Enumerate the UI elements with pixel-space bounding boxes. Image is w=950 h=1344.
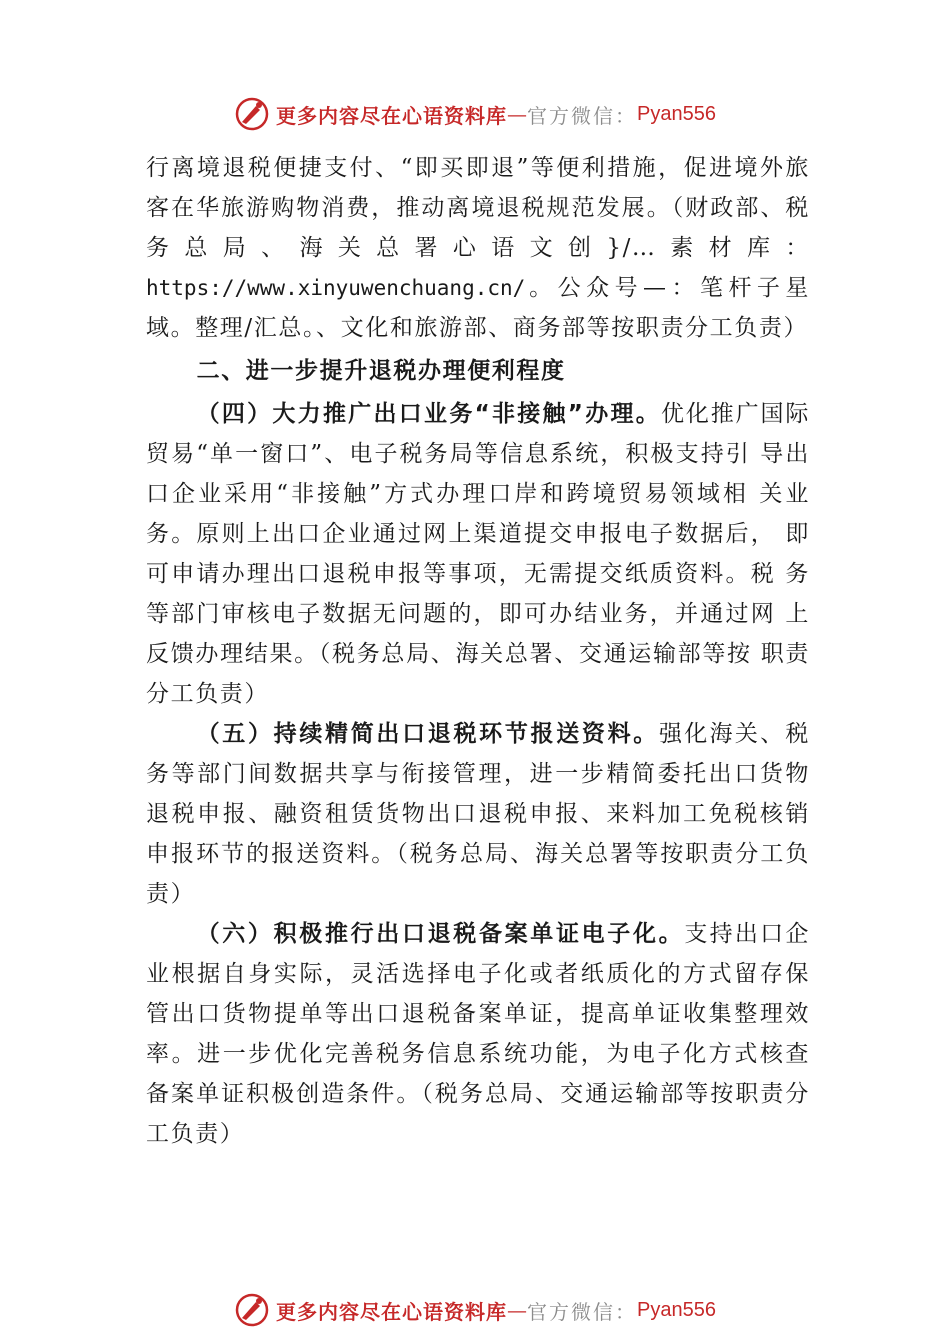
intro-text-a: 行离境退税便捷支付、“即买即退”等便利措施，促进境外旅客在华旅游购物消费，推动离境退税规范发展。（财政部、税务总局、海关总署心语文创}/…素材库：	[146, 155, 810, 261]
header-watermark-banner	[0, 92, 950, 136]
header-label: 官方微信：	[527, 103, 638, 128]
footer-label: 官方微信：	[527, 1299, 638, 1324]
header-dash: —	[507, 102, 528, 126]
item-title-5: （五）持续精简出口退税环节报送资料。	[196, 721, 659, 747]
footer-brand-text: 更多内容尽在心语资料库	[276, 1299, 508, 1324]
footer-watermark-banner	[0, 1288, 950, 1332]
intro-paragraph	[146, 148, 810, 348]
footer-wechat-id: Pyan556	[637, 1298, 716, 1321]
item-paragraph-5	[146, 714, 810, 914]
brand-logo-icon	[234, 1292, 270, 1328]
item-body-4: 优化推广国际贸易“单一窗口”、电子税务局等信息系统，积极支持引 导出口企业采用“非接触”方式办理口岸和跨境贸易领域相 关业务。原则上出口企业通过网上渠道提交申报电子数据后， 即可申请办理出口退税申报等事项，无需提交纸质资料。税 务等部门审核电子数据无问题的，即可办结业务，并通过网 上反馈办理结果。（税务总局、海关总署、交通运输部等按 职责分工负责）	[146, 401, 810, 707]
intro-text-b: 。公众号—：笔杆子星域。整理/汇总。、文化和旅游部、商务部等按职责分工负责）	[146, 275, 810, 341]
item-body-6: 支持出口企业根据自身实际，灵活选择电子化或者纸质化的方式留存保管出口货物提单等出口退税备案单证，提高单证收集整理效率。进一步优化完善税务信息系统功能，为电子化方式核查备案单证积极创造条件。（税务总局、交通运输部等按职责分工负责）	[146, 921, 811, 1147]
header-brand-text: 更多内容尽在心语资料库	[276, 103, 508, 128]
footer-dash: —	[507, 1298, 528, 1322]
document-body	[146, 148, 810, 1154]
item-body-5: 强化海关、税务等部门间数据共享与衔接管理，进一步精简委托出口货物退税申报、融资租赁货物出口退税申报、来料加工免税核销申报环节的报送资料。（税务总局、海关总署等按职责分工负责）	[146, 721, 811, 907]
brand-logo-icon	[234, 96, 270, 132]
intro-url: https://www.xinyuwenchuang.cn/	[146, 276, 526, 300]
item-title-4: （四）大力推广出口业务“非接触”办理。	[196, 401, 662, 427]
item-paragraph-6	[146, 914, 810, 1154]
header-wechat-id: Pyan556	[637, 102, 716, 125]
section-heading: 二、进一步提升退税办理便利程度	[196, 358, 566, 384]
item-paragraph-4	[146, 394, 810, 714]
item-title-6: （六）积极推行出口退税备案单证电子化。	[196, 921, 685, 947]
